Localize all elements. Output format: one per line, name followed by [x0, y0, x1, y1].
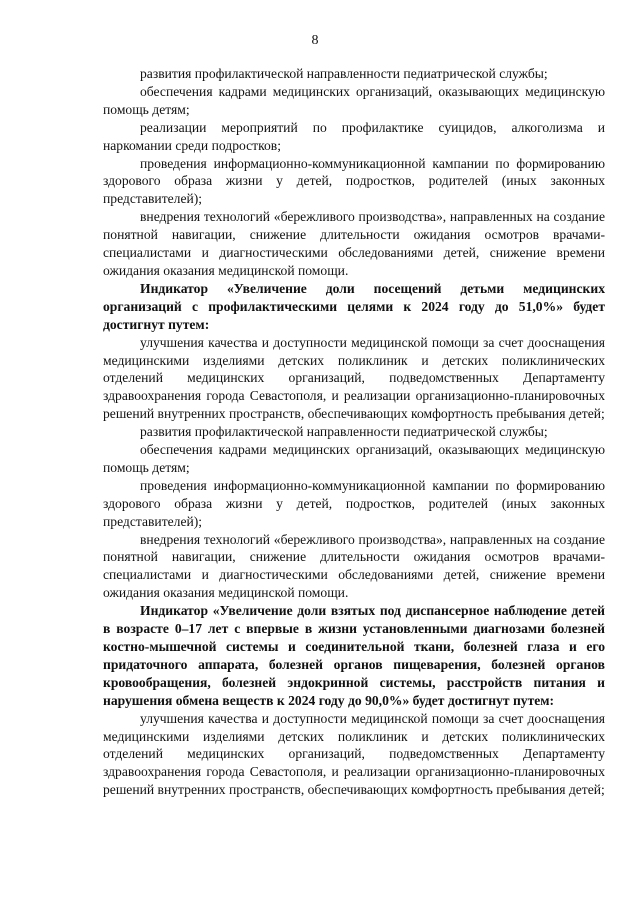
paragraph: развития профилактической направленности педиатрической службы;: [140, 66, 548, 81]
paragraph: улучшения качества и доступности медицинской помощи за счет дооснащения медицинскими изделиями детских поликлиник и детских поликлинических отделений медицинских организаций, подведомственных Департаменту здравоохранения города Севастополя, и реализации организационно-планировочных решений внутренних пространств, обеспечивающих комфортность пребывания детей;: [103, 334, 605, 422]
paragraph: развития профилактической направленности педиатрической службы;: [140, 424, 548, 440]
paragraph: проведения информационно-коммуникационной кампании по формированию здорового образа жизни у детей, подростков, родителей (иных законных представителей);: [103, 155, 605, 207]
paragraph: улучшения качества и доступности медицинской помощи за счет дооснащения медицинскими изделиями детских поликлиник и детских поликлинических отделений медицинских организаций, подведомственных Департаменту здравоохранения города Севастополя, и реализации организационно-планировочных решений внутренних пространств, обеспечивающих комфортность пребывания детей;: [103, 710, 605, 798]
paragraph: обеспечения кадрами медицинских организаций, оказывающих медицинскую помощь детям;: [103, 83, 605, 117]
paragraph: внедрения технологий «бережливого производства», направленных на создание понятной навигации, снижение длительности ожидания осмотров врачами-специалистами и диагностическими обследованиями детей, снижение времени ожидания оказания медицинской помощи.: [103, 209, 605, 278]
paragraph: обеспечения кадрами медицинских организаций, оказывающих медицинскую помощь детям;: [103, 442, 605, 475]
page-number: 8: [311, 33, 319, 48]
paragraph: реализации мероприятий по профилактике суицидов, алкоголизма и наркомании среди подростков;: [103, 119, 605, 153]
indicator-heading: Индикатор «Увеличение доли взятых под диспансерное наблюдение детей в возрасте 0–17 лет с впервые в жизни установленными диагнозами болезней костно-мышечной системы и соединительной ткани, болезней глаза и его придаточного аппарата, болезней органов пищеварения, болезней органов кровообращения, болезней эндокринной системы, расстройств питания и нарушения обмена веществ к 2024 году до 90,0%» будет достигнут путем:: [103, 603, 605, 708]
paragraph: проведения информационно-коммуникационной кампании по формированию здорового образа жизни у детей, подростков, родителей (иных законных представителей);: [103, 477, 605, 529]
paragraph: внедрения технологий «бережливого производства», направленных на создание понятной навигации, снижение длительности ожидания осмотров врачами-специалистами и диагностическими обследованиями детей, снижение времени ожидания оказания медицинской помощи.: [103, 531, 605, 601]
document-body: [103, 65, 605, 799]
indicator-heading: Индикатор «Увеличение доли посещений детьми медицинских организаций с профилактическими целями к 2024 году до 51,0%» будет достигнут путем:: [103, 280, 605, 332]
